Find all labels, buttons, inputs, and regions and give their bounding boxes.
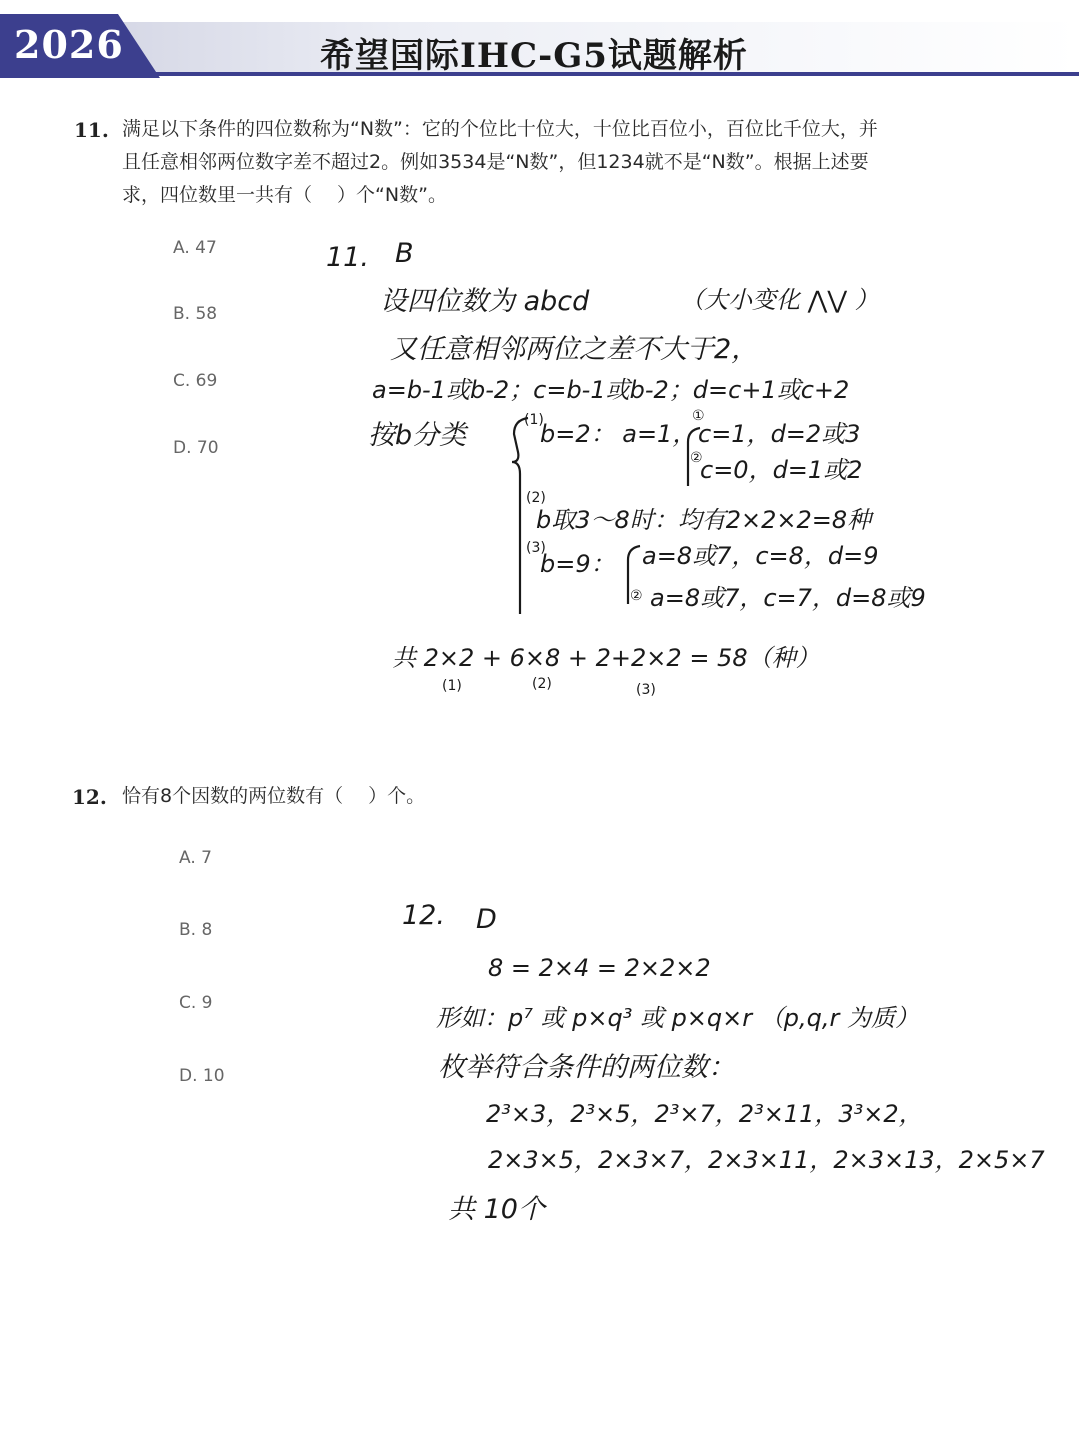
- q12-solution-number: 12.: [402, 900, 445, 931]
- q11-total-marker-3: (3): [636, 682, 656, 698]
- q11-text-line-3: 求，四位数里一共有（ ）个“N数”。: [122, 184, 447, 206]
- q12-solution-line-2: 形如：p⁷ 或 p×q³ 或 p×q×r （p,q,r 为质）: [436, 1004, 919, 1032]
- q11-case-3: b=9：: [540, 550, 615, 578]
- q11-case-1: b=2： a=1，: [540, 420, 697, 448]
- q11-solution-answer: B: [395, 238, 414, 269]
- q11-total: 共 2×2 + 6×8 + 2+2×2 = 58（种）: [392, 644, 820, 672]
- q12-solution-line-5: 2×3×5，2×3×7，2×3×11，2×3×13，2×5×7: [488, 1146, 1045, 1174]
- q11-text-line-1: 满足以下条件的四位数称为“N数”：它的个位比十位大，十位比百位小，百位比千位大，并: [122, 118, 878, 140]
- q12-solution-line-3: 枚举符合条件的两位数：: [438, 1052, 735, 1083]
- page-title: 希望国际IHC-G5试题解析: [320, 36, 748, 76]
- q11-solution-number: 11.: [326, 242, 369, 273]
- q11-solution-line-2: 又任意相邻两位之差不大于2，: [390, 334, 759, 365]
- q11-case-marker-1: (1): [524, 412, 544, 428]
- q11-option-c: C. 69: [173, 371, 218, 391]
- year-label: 2026: [14, 22, 124, 67]
- q11-case-3a: a=8或7，c=8，d=9: [642, 542, 879, 570]
- q11-solution-line-3: a=b-1或b-2；c=b-1或b-2；d=c+1或c+2: [372, 376, 850, 404]
- q11-option-d: D. 70: [173, 438, 219, 458]
- q11-total-marker-2: (2): [532, 676, 552, 692]
- q11-solution-line-4: 按b分类: [368, 420, 467, 451]
- q11-option-a: A. 47: [173, 238, 217, 258]
- q12-option-c: C. 9: [179, 993, 213, 1013]
- q12-solution-answer: D: [476, 904, 497, 935]
- q11-subcase-marker-1b: ②: [690, 450, 703, 466]
- q12-text: 恰有8个因数的两位数有（ ）个。: [122, 785, 426, 807]
- q11-total-marker-1: (1): [442, 678, 462, 694]
- q11-case-2: b取3～8时：均有2×2×2=8种: [536, 506, 872, 534]
- q11-case-marker-2: (2): [526, 490, 546, 506]
- q11-solution-line-1b: （大小变化 ⋀⋁ ）: [680, 286, 879, 314]
- q11-case-1a: c=1，d=2或3: [698, 420, 861, 448]
- q12-solution-line-4: 2³×3，2³×5，2³×7，2³×11，3³×2，: [486, 1100, 923, 1128]
- q12-option-d: D. 10: [179, 1066, 225, 1086]
- q11-case-marker-3: (3): [526, 540, 546, 556]
- q11-subcase-marker-3b: ②: [630, 588, 643, 604]
- q12-solution-line-6: 共 10个: [448, 1194, 545, 1225]
- q11-subcase-marker-1a: ①: [692, 408, 705, 424]
- q11-solution-line-1: 设四位数为 abcd: [380, 286, 590, 317]
- q11-text-line-2: 且任意相邻两位数字差不超过2。例如3534是“N数”，但1234就不是“N数”。根据上述要: [122, 151, 869, 173]
- q11-number: 11.: [74, 118, 109, 142]
- q12-solution-line-1: 8 = 2×4 = 2×2×2: [488, 954, 711, 982]
- q11-case-3b: a=8或7，c=7，d=8或9: [650, 584, 926, 612]
- q11-option-b: B. 58: [173, 304, 218, 324]
- q12-option-a: A. 7: [179, 848, 212, 868]
- q12-number: 12.: [72, 785, 107, 809]
- q12-option-b: B. 8: [179, 920, 213, 940]
- q11-case-brace: [512, 418, 528, 614]
- q11-case-1b: c=0，d=1或2: [700, 456, 863, 484]
